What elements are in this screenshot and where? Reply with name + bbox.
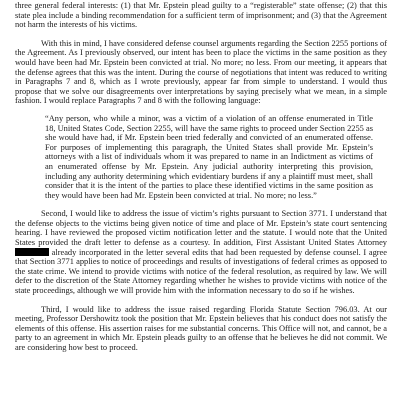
intro-paragraph: three general federal interests: (1) that Mr. Epstein plead guilty to a “registerable” state offense; (2) that this state plea include a binding recommendation for a sufficient term of imprisonment; and (3) that the Agreement not harm the interests of his victims.: [15, 1, 387, 30]
section-796-paragraph: Third, I would like to address the issue raised regarding Florida Statute Section 796.03. At our meeting, Professor Dershowitz took the position that Mr. Epstein believes that his conduct does not satisfy the elements of this offense. His assertion raises for me substantial concerns. This Office will not, and cannot, be a party to an agreement in which Mr. Epstein pleads guilty to an offense that he believes he did not commit. We are considering how best to proceed.: [15, 304, 387, 352]
section-3771-paragraph: Second, I would like to address the issue of victim’s rights pursuant to Section 3771. I understand that the defense objects to the victims being given notice of time and place of Mr. Epstein’s state court sentencing hearing. I have reviewed the proposed victim notification letter and the statute. I would note that the United States provided the draft letter to defense as a courtesy. In addition, First Assistant United States Attorney already incorporated in the letter several edits that had been requested by defense counsel. I agree that Section 3771 applies to notice of proceedings and results of investigations of federal crimes as opposed to the state crime. We intend to provide victims with notice of the federal resolution, as required by law. We will defer to the discretion of the State Attorney regarding whether he wishes to provide victims with notice of the state proceedings, although we will provide him with the information necessary to do so if he wishes.: [15, 209, 387, 296]
section-2255-paragraph: With this in mind, I have considered defense counsel arguments regarding the Section 2255 portions of the Agreement. As I previously observed, our intent has been to place the victims in the same position as they would have been had Mr. Epstein been convicted at trial. No more; no less. From our meeting, it appears that the defense agrees that this was the intent. During the course of negotiations that intent was reduced to writing in Paragraphs 7 and 8, which as I wrote previously, appear far from simple to understand. I would thus propose that we solve our disagreements over interpretations by saying precisely what we mean, in a simple fashion. I would replace Paragraphs 7 and 8 with the following language:: [15, 38, 387, 106]
proposed-language-quote: “Any person, who while a minor, was a victim of a violation of an offense enumerated in Title 18, United States Code, Section 2255, will have the same rights to proceed under Section 2255 as she would have had, if Mr. Epstein been tried federally and convicted of an enumerated offense. For purposes of implementing this paragraph, the United States shall provide Mr. Epstein’s attorneys with a list of individuals whom it was prepared to name in an Indictment as victims of an enumerated offense by Mr. Epstein. Any judicial authority interpreting this provision, including any authority determining which evidentiary burdens if any a plaintiff must meet, shall consider that it is the intent of the parties to place these identified victims in the same position as they would have been had Mr. Epstein been convicted at trial. No more; no less.”: [45, 113, 373, 200]
letter-page: [0, 1, 400, 401]
redaction-block: [15, 248, 49, 256]
